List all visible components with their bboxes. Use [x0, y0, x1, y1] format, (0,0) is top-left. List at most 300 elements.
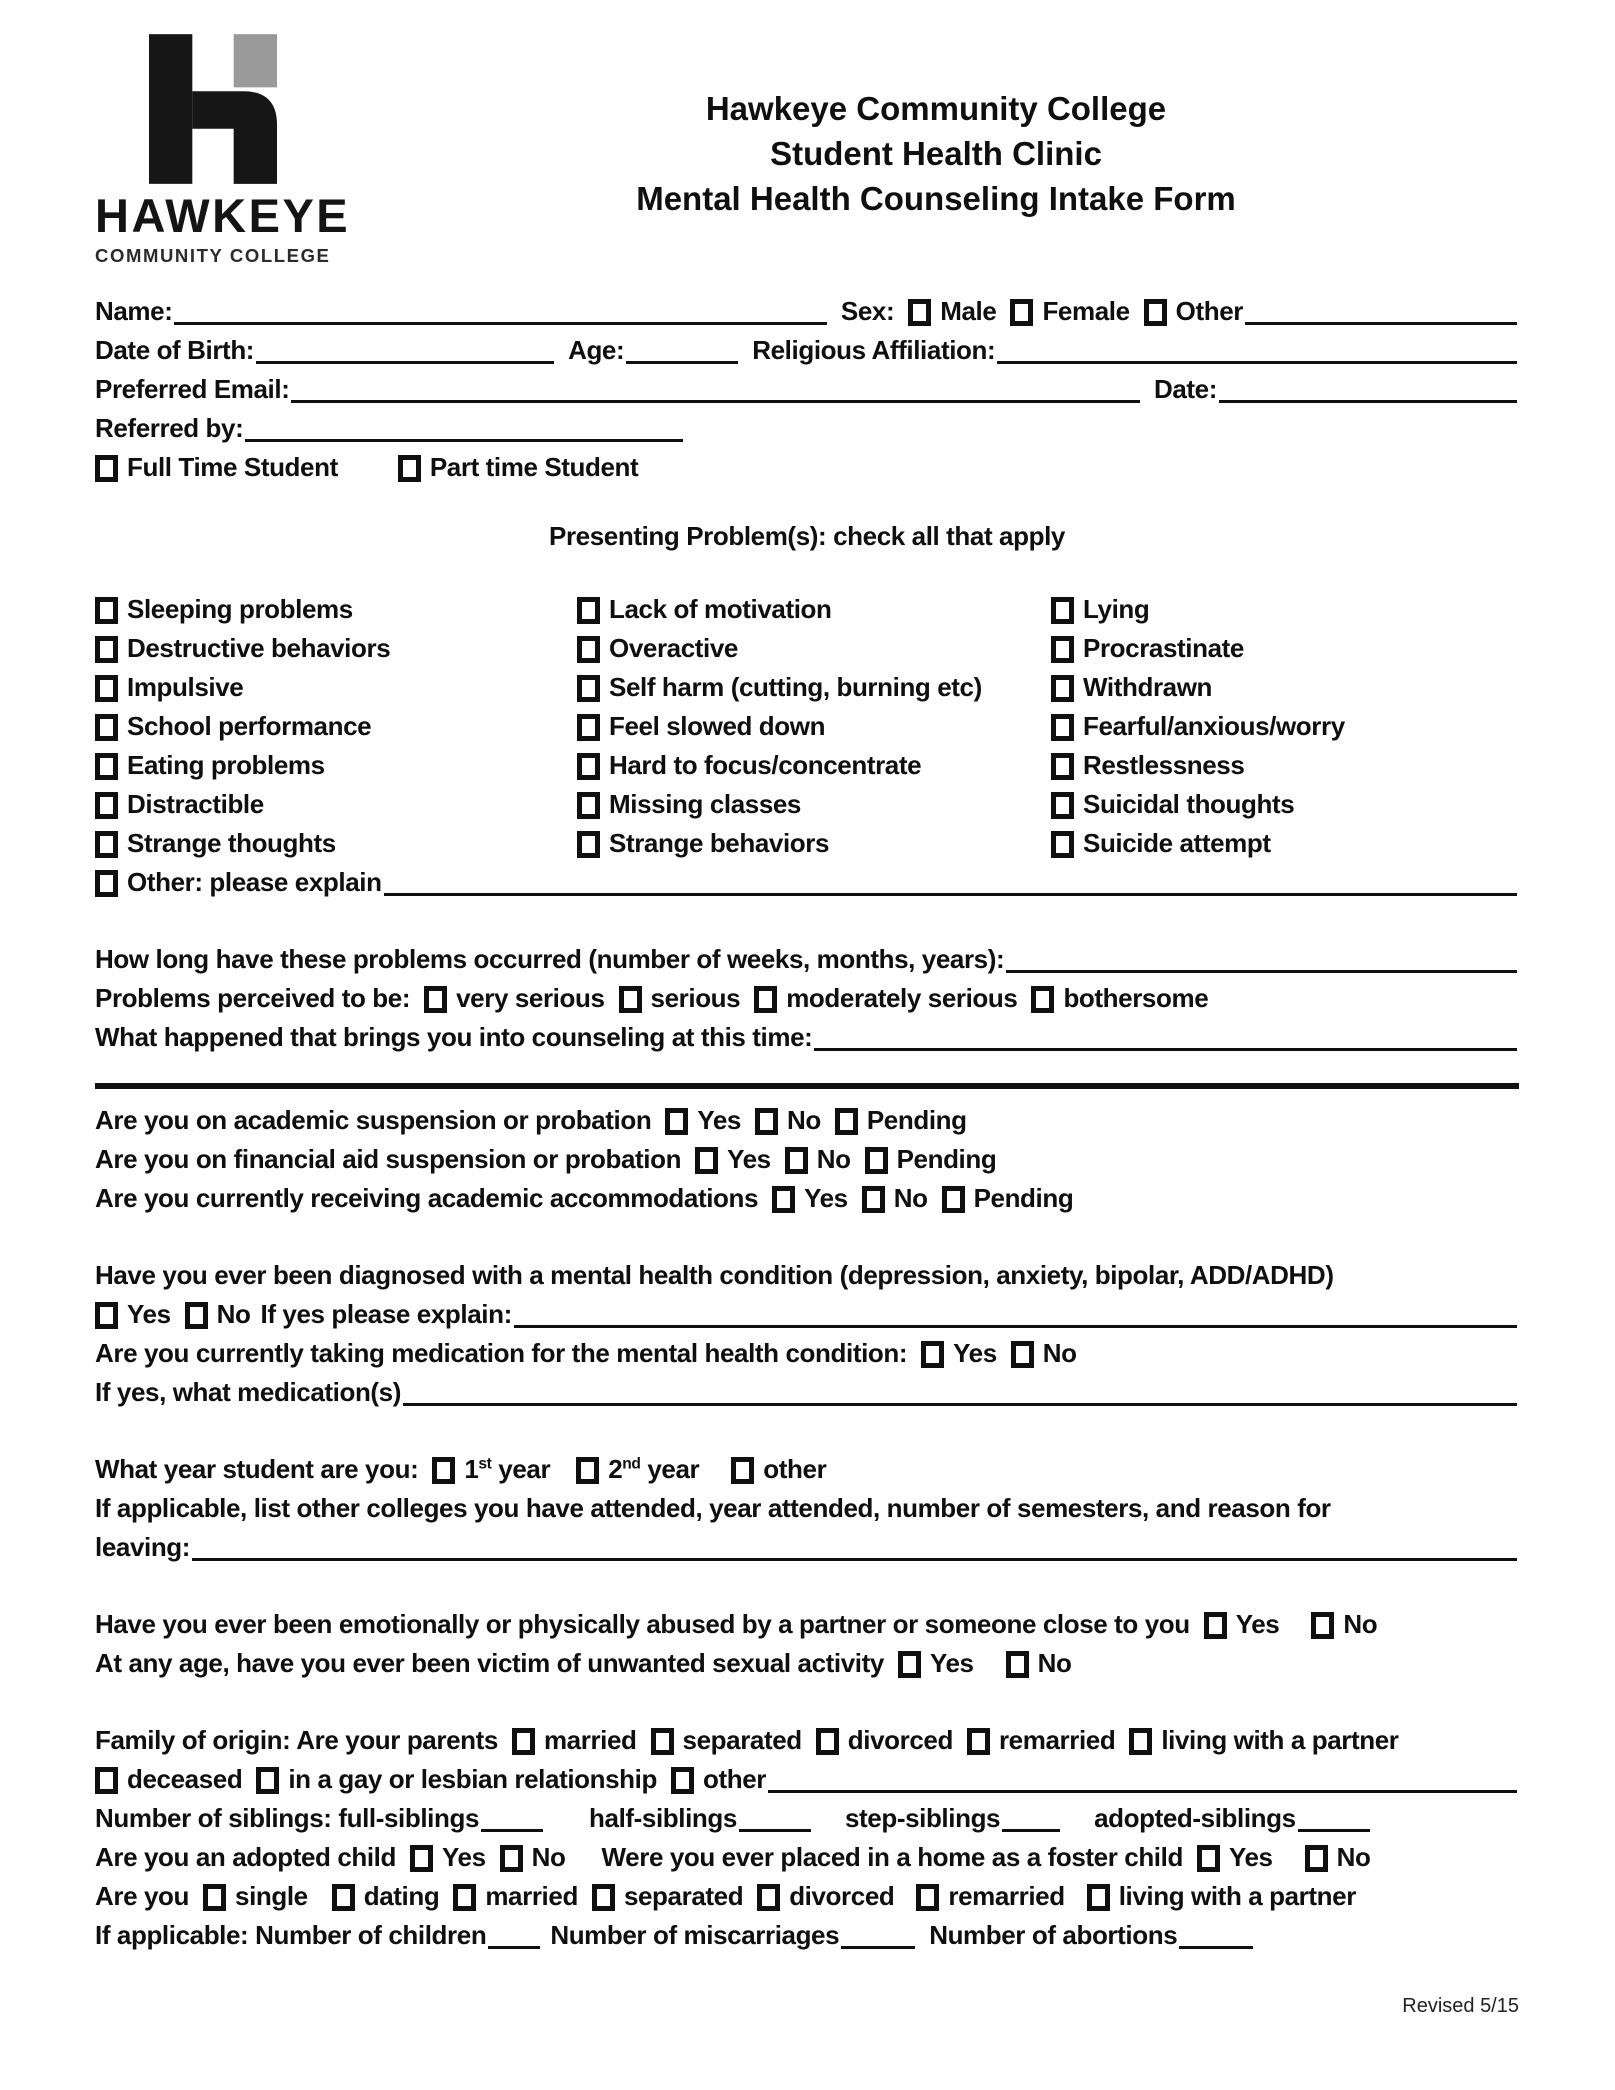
presenting-problems-heading-text: Presenting Problem(s): check all that apply [549, 521, 1065, 551]
checkbox-missing-classes[interactable] [577, 789, 801, 820]
checkbox-fearful-anxious-worry[interactable] [1051, 711, 1345, 742]
diagnosed-explain-row [95, 1295, 1519, 1334]
checkbox-abuse-yes[interactable] [1204, 1609, 1280, 1640]
checkbox-icon [942, 1186, 965, 1213]
checkbox-first-year[interactable] [432, 1454, 550, 1485]
checklist-item-hard-to-focus [577, 746, 1051, 785]
checkbox-label-marital-married: married [485, 1881, 578, 1911]
abuse-label: Have you ever been emotionally or physically abused by a partner or someone close to you [95, 1609, 1190, 1639]
leaving-input[interactable] [192, 1528, 1517, 1561]
checklist-item-strange-behaviors [577, 824, 1051, 863]
checkbox-label-diagnosed-yes: Yes [127, 1299, 171, 1329]
checkbox-accommodations-yes[interactable] [772, 1183, 848, 1214]
checkbox-icon [1051, 753, 1074, 780]
checkbox-icon [757, 1884, 780, 1911]
checkbox-school-performance[interactable] [95, 711, 371, 742]
dob-label: Date of Birth: [95, 335, 255, 365]
miscarriages-label: Number of miscarriages [550, 1920, 840, 1950]
diagnosed-explain-label: If yes please explain: [260, 1299, 512, 1329]
title-form-name: Mental Health Counseling Intake Form [636, 180, 1236, 217]
checkbox-adopted-child-yes[interactable] [410, 1842, 486, 1873]
date-input[interactable] [1219, 370, 1517, 403]
checklist-item-sleeping-problems [95, 590, 577, 629]
religious-affiliation-input[interactable] [997, 331, 1517, 364]
checklist-item-withdrawn [1051, 668, 1519, 707]
checkbox-label-part-time-student: Part time Student [429, 452, 639, 482]
abuse-row [95, 1605, 1519, 1644]
checkbox-distractible[interactable] [95, 789, 264, 820]
checkbox-eating-problems[interactable] [95, 750, 325, 781]
checkbox-financial-aid-pending[interactable] [865, 1144, 997, 1175]
checklist-column-1 [95, 590, 577, 863]
name-sex-row [95, 292, 1519, 331]
checkbox-label-school-performance: School performance [127, 711, 372, 741]
accommodations-label: Are you currently receiving academic accommodations [95, 1183, 759, 1213]
foster-child-label: Were you ever placed in a home as a foster child [601, 1842, 1183, 1872]
checkbox-lying[interactable] [1051, 594, 1149, 625]
hawkeye-h-logo-icon [149, 34, 277, 184]
checkbox-icon [1051, 636, 1074, 663]
checkbox-label-sex-female: Female [1042, 296, 1130, 326]
checkbox-label-strange-behaviors: Strange behaviors [609, 828, 830, 858]
dob-age-religion-row [95, 331, 1519, 370]
checkbox-icon [671, 1767, 694, 1794]
severity-label: Problems perceived to be: [95, 983, 411, 1013]
checkbox-label-procrastinate: Procrastinate [1083, 633, 1244, 663]
checkbox-icon [256, 1767, 279, 1794]
checklist-item-fearful-anxious-worry [1051, 707, 1519, 746]
checkbox-marital-married[interactable] [453, 1881, 578, 1912]
checkbox-parents-remarried[interactable] [967, 1725, 1115, 1756]
marital-status-row [95, 1877, 1519, 1916]
presenting-problems-checklist [95, 590, 1519, 863]
checklist-item-restlessness [1051, 746, 1519, 785]
other-problem-row [95, 863, 1519, 902]
checkbox-label-very-serious: very serious [456, 983, 605, 1013]
checkbox-icon [1144, 299, 1167, 326]
adopted-foster-row [95, 1838, 1519, 1877]
checkbox-academic-suspension-no[interactable] [755, 1105, 821, 1136]
name-label: Name: [95, 296, 173, 326]
checkbox-label-parents-gay-lesbian-relationship: in a gay or lesbian relationship [288, 1764, 657, 1794]
other-problem-input[interactable] [384, 863, 1517, 896]
checkbox-financial-aid-no[interactable] [785, 1144, 851, 1175]
checkbox-icon [95, 831, 118, 858]
checkbox-icon [203, 1884, 226, 1911]
checkbox-icon [921, 1341, 944, 1368]
checkbox-sex-female[interactable] [1010, 296, 1129, 327]
checkbox-suicidal-thoughts[interactable] [1051, 789, 1294, 820]
checkbox-label-adopted-child-yes: Yes [442, 1842, 486, 1872]
checkbox-icon [1051, 831, 1074, 858]
section-divider [95, 1083, 1519, 1089]
checkbox-label-abuse-yes: Yes [1235, 1609, 1280, 1639]
duration-label: How long have these problems occurred (number of weeks, months, years): [95, 944, 1005, 974]
checkbox-icon [500, 1845, 523, 1872]
checkbox-icon [592, 1884, 615, 1911]
checkbox-icon [95, 597, 118, 624]
checkbox-icon [1011, 1341, 1034, 1368]
full-siblings-input[interactable] [481, 1799, 543, 1832]
checkbox-foster-child-no[interactable] [1305, 1842, 1371, 1873]
checkbox-diagnosed-yes[interactable] [95, 1299, 171, 1330]
checkbox-icon [785, 1147, 808, 1174]
checkbox-icon [1031, 986, 1054, 1013]
checkbox-icon [1051, 675, 1074, 702]
checkbox-sleeping-problems[interactable] [95, 594, 353, 625]
checkbox-icon [1051, 792, 1074, 819]
name-input[interactable] [174, 292, 826, 325]
checkbox-label-feel-slowed-down: Feel slowed down [609, 711, 826, 741]
checkbox-label-sex-other: Other [1175, 296, 1243, 326]
parents-status-row [95, 1721, 1519, 1760]
checkbox-icon [576, 1457, 599, 1484]
checkbox-label-marital-single: single [235, 1881, 308, 1911]
siblings-row [95, 1799, 1519, 1838]
referred-by-input[interactable] [245, 409, 683, 442]
checkbox-accommodations-no[interactable] [862, 1183, 928, 1214]
checklist-item-missing-classes [577, 785, 1051, 824]
checkbox-financial-aid-yes[interactable] [695, 1144, 771, 1175]
checkbox-label-missing-classes: Missing classes [609, 789, 801, 819]
checkbox-icon [862, 1186, 885, 1213]
counseling-reason-input[interactable] [814, 1018, 1517, 1051]
checkbox-marital-single[interactable] [203, 1881, 308, 1912]
abortions-input[interactable] [1179, 1916, 1253, 1949]
checkbox-icon [185, 1302, 208, 1329]
checkbox-icon [1305, 1845, 1328, 1872]
preferred-email-label: Preferred Email: [95, 374, 290, 404]
checkbox-procrastinate[interactable] [1051, 633, 1244, 664]
checklist-item-procrastinate [1051, 629, 1519, 668]
checkbox-icon [1311, 1612, 1334, 1639]
checkbox-sex-other[interactable] [1144, 296, 1243, 327]
leaving-row [95, 1528, 1519, 1567]
checkbox-abuse-no[interactable] [1311, 1609, 1377, 1640]
checkbox-icon [772, 1186, 795, 1213]
checklist-item-suicide-attempt [1051, 824, 1519, 863]
checkbox-sexual-activity-no[interactable] [1006, 1648, 1072, 1679]
checkbox-label-diagnosed-no: No [216, 1299, 251, 1329]
checkbox-bothersome[interactable] [1031, 983, 1208, 1014]
checkbox-label-eating-problems: Eating problems [127, 750, 325, 780]
checkbox-label-accommodations-no: No [893, 1183, 928, 1213]
checkbox-self-harm[interactable] [577, 672, 982, 703]
age-label: Age: [568, 335, 625, 365]
checkbox-label-first-year: 1st year [464, 1454, 551, 1484]
checkbox-label-parents-other: other [702, 1764, 766, 1794]
checkbox-restlessness[interactable] [1051, 750, 1244, 781]
checkbox-icon [665, 1108, 688, 1135]
checkbox-feel-slowed-down[interactable] [577, 711, 825, 742]
checkbox-label-marital-divorced: divorced [789, 1881, 895, 1911]
checkbox-icon [816, 1728, 839, 1755]
half-siblings-input[interactable] [739, 1799, 811, 1832]
checkbox-icon [755, 1108, 778, 1135]
age-input[interactable] [626, 331, 738, 364]
checkbox-icon [695, 1147, 718, 1174]
step-siblings-label: step-siblings [844, 1803, 1001, 1833]
dob-input[interactable] [256, 331, 554, 364]
title-clinic-name: Student Health Clinic [770, 135, 1102, 172]
checklist-column-3 [1051, 590, 1519, 863]
medication-list-input[interactable] [403, 1373, 1517, 1406]
other-colleges-row [95, 1489, 1519, 1528]
checklist-item-self-harm [577, 668, 1051, 707]
checkbox-foster-child-yes[interactable] [1197, 1842, 1273, 1873]
academic-suspension-label: Are you on academic suspension or probation [95, 1105, 652, 1135]
checkbox-marital-divorced[interactable] [757, 1881, 894, 1912]
checkbox-label-suicidal-thoughts: Suicidal thoughts [1083, 789, 1295, 819]
checkbox-label-self-harm: Self harm (cutting, burning etc) [609, 672, 982, 702]
title-college-name: Hawkeye Community College [705, 90, 1167, 127]
checkbox-label-suicide-attempt: Suicide attempt [1083, 828, 1271, 858]
form-title-block [353, 34, 1519, 282]
checkbox-icon [95, 675, 118, 702]
checkbox-serious[interactable] [619, 983, 741, 1014]
adopted-siblings-input[interactable] [1298, 1799, 1370, 1832]
sex-other-input[interactable] [1245, 292, 1517, 325]
checkbox-label-sleeping-problems: Sleeping problems [127, 594, 353, 624]
referred-by-row [95, 409, 1519, 448]
checkbox-icon [95, 714, 118, 741]
preferred-email-input[interactable] [291, 370, 1140, 403]
checkbox-label-overactive: Overactive [609, 633, 738, 663]
checkbox-icon [898, 1651, 921, 1678]
checkbox-parents-separated[interactable] [651, 1725, 802, 1756]
religious-affiliation-label: Religious Affiliation: [752, 335, 996, 365]
checkbox-icon [865, 1147, 888, 1174]
presenting-problems-heading [95, 517, 1519, 556]
financial-aid-label: Are you on financial aid suspension or probation [95, 1144, 682, 1174]
checkbox-label-parents-separated: separated [682, 1725, 802, 1755]
unwanted-sexual-activity-row [95, 1644, 1519, 1683]
checkbox-icon [1006, 1651, 1029, 1678]
checkbox-label-foster-child-yes: Yes [1228, 1842, 1273, 1872]
checkbox-label-parents-remarried: remarried [998, 1725, 1116, 1755]
checkbox-adopted-child-no[interactable] [500, 1842, 566, 1873]
vertical-spacer [95, 487, 1519, 517]
form-header [95, 34, 1519, 282]
checkbox-accommodations-pending[interactable] [942, 1183, 1074, 1214]
vertical-spacer [95, 556, 1519, 590]
checkbox-other-year[interactable] [731, 1454, 826, 1485]
checkbox-sex-male[interactable] [908, 296, 996, 327]
checkbox-second-year[interactable] [576, 1454, 699, 1485]
checkbox-icon [332, 1884, 355, 1911]
checkbox-label-lying: Lying [1083, 594, 1150, 624]
diagnosed-explain-input[interactable] [514, 1295, 1517, 1328]
children-label: If applicable: Number of children [95, 1920, 487, 1950]
checkbox-marital-remarried[interactable] [916, 1881, 1064, 1912]
checkbox-icon [1197, 1845, 1220, 1872]
checkbox-parents-gay-lesbian-relationship[interactable] [256, 1764, 657, 1795]
checkbox-label-strange-thoughts: Strange thoughts [127, 828, 336, 858]
checkbox-label-accommodations-yes: Yes [804, 1183, 848, 1213]
half-siblings-label: half-siblings [589, 1803, 737, 1833]
marital-status-label: Are you [95, 1881, 190, 1911]
checkbox-label-medication-no: No [1042, 1338, 1077, 1368]
checkbox-icon [95, 792, 118, 819]
family-of-origin-label: Family of origin: Are your parents [95, 1725, 498, 1755]
checkbox-parents-deceased[interactable] [95, 1764, 242, 1795]
checkbox-moderately-serious[interactable] [754, 983, 1017, 1014]
leaving-label: leaving: [95, 1532, 191, 1562]
checkbox-icon [731, 1457, 754, 1484]
sex-label: Sex: [840, 296, 895, 326]
checkbox-icon [95, 870, 118, 897]
checkbox-label-foster-child-no: No [1336, 1842, 1371, 1872]
duration-row [95, 940, 1519, 979]
unwanted-sexual-activity-label: At any age, have you ever been victim of unwanted sexual activity [95, 1648, 884, 1678]
medication-list-label: If yes, what medication(s) [95, 1377, 402, 1407]
adopted-siblings-label: adopted-siblings [1094, 1803, 1296, 1833]
checkbox-parents-living-with-partner[interactable] [1129, 1725, 1398, 1756]
checkbox-marital-living-with-partner[interactable] [1087, 1881, 1356, 1912]
hawkeye-logo [95, 34, 353, 282]
academic-suspension-row [95, 1101, 1519, 1140]
checkbox-label-destructive-behaviors: Destructive behaviors [127, 633, 391, 663]
checklist-item-school-performance [95, 707, 577, 746]
checklist-item-suicidal-thoughts [1051, 785, 1519, 824]
checkbox-icon [916, 1884, 939, 1911]
checkbox-destructive-behaviors[interactable] [95, 633, 390, 664]
checkbox-label-lack-of-motivation: Lack of motivation [609, 594, 832, 624]
checkbox-label-medication-yes: Yes [953, 1338, 997, 1368]
duration-input[interactable] [1006, 940, 1517, 973]
parents-other-input[interactable] [768, 1760, 1517, 1793]
checkbox-label-financial-aid-no: No [816, 1144, 851, 1174]
checkbox-label-restlessness: Restlessness [1083, 750, 1245, 780]
checkbox-icon [619, 986, 642, 1013]
vertical-spacer [95, 1218, 1519, 1256]
checkbox-parents-other[interactable] [671, 1764, 766, 1795]
checklist-item-eating-problems [95, 746, 577, 785]
checkbox-icon [577, 792, 600, 819]
checkbox-very-serious[interactable] [424, 983, 604, 1014]
vertical-spacer [95, 902, 1519, 940]
checkbox-icon [577, 714, 600, 741]
checkbox-overactive[interactable] [577, 633, 738, 664]
full-siblings-label: Number of siblings: full-siblings [95, 1803, 480, 1833]
checkbox-icon [577, 753, 600, 780]
checkbox-label-parents-divorced: divorced [847, 1725, 953, 1755]
checkbox-academic-suspension-pending[interactable] [835, 1105, 967, 1136]
checklist-item-destructive-behaviors [95, 629, 577, 668]
checkbox-label-sexual-activity-no: No [1037, 1648, 1072, 1678]
children-row [95, 1916, 1519, 1955]
checkbox-label-marital-living-with-partner: living with a partner [1118, 1881, 1356, 1911]
date-label: Date: [1153, 374, 1217, 404]
checkbox-suicide-attempt[interactable] [1051, 828, 1271, 859]
checkbox-parents-married[interactable] [512, 1725, 637, 1756]
financial-aid-row [95, 1140, 1519, 1179]
vertical-spacer [95, 1412, 1519, 1450]
checkbox-icon [424, 986, 447, 1013]
checkbox-label-fearful-anxious-worry: Fearful/anxious/worry [1083, 711, 1345, 741]
accommodations-row [95, 1179, 1519, 1218]
miscarriages-input[interactable] [841, 1916, 915, 1949]
checkbox-medication-yes[interactable] [921, 1338, 997, 1369]
step-siblings-input[interactable] [1002, 1799, 1060, 1832]
abortions-label: Number of abortions [929, 1920, 1178, 1950]
checkbox-diagnosed-no[interactable] [185, 1299, 251, 1330]
checkbox-medication-no[interactable] [1011, 1338, 1077, 1369]
checklist-column-2 [577, 590, 1051, 863]
checkbox-icon [1051, 597, 1074, 624]
checkbox-icon [577, 675, 600, 702]
diagnosed-label: Have you ever been diagnosed with a mental health condition (depression, anxiety, bipolar, ADD/ADHD) [95, 1260, 1334, 1290]
checkbox-other-problem[interactable] [95, 867, 382, 898]
checkbox-icon [512, 1728, 535, 1755]
checkbox-label-marital-dating: dating [363, 1881, 440, 1911]
diagnosed-row [95, 1256, 1519, 1295]
checkbox-icon [432, 1457, 455, 1484]
checkbox-icon [95, 1302, 118, 1329]
checkbox-withdrawn[interactable] [1051, 672, 1212, 703]
logo-subtext: COMMUNITY COLLEGE [95, 245, 331, 266]
checkbox-strange-behaviors[interactable] [577, 828, 829, 859]
checkbox-icon [754, 986, 777, 1013]
checklist-item-feel-slowed-down [577, 707, 1051, 746]
counseling-reason-label: What happened that brings you into counseling at this time: [95, 1022, 813, 1052]
checkbox-lack-of-motivation[interactable] [577, 594, 832, 625]
checkbox-academic-suspension-yes[interactable] [665, 1105, 741, 1136]
checkbox-label-other-year: other [763, 1454, 827, 1484]
checkbox-label-academic-suspension-no: No [787, 1105, 821, 1135]
checkbox-label-second-year: 2nd year [608, 1454, 700, 1484]
checklist-item-overactive [577, 629, 1051, 668]
checkbox-icon [95, 636, 118, 663]
checkbox-icon [577, 636, 600, 663]
adopted-child-label: Are you an adopted child [95, 1842, 396, 1872]
checkbox-strange-thoughts[interactable] [95, 828, 336, 859]
checkbox-label-withdrawn: Withdrawn [1083, 672, 1213, 702]
medication-label: Are you currently taking medication for the mental health condition: [95, 1338, 908, 1368]
checkbox-hard-to-focus[interactable] [577, 750, 921, 781]
checkbox-icon [835, 1108, 858, 1135]
checkbox-label-marital-separated: separated [623, 1881, 744, 1911]
form-footer [95, 1995, 1519, 2018]
vertical-spacer [95, 1567, 1519, 1605]
checkbox-marital-separated[interactable] [592, 1881, 743, 1912]
checkbox-icon [577, 597, 600, 624]
checkbox-label-financial-aid-yes: Yes [727, 1144, 771, 1174]
checkbox-impulsive[interactable] [95, 672, 243, 703]
checkbox-icon [577, 831, 600, 858]
checkbox-label-abuse-no: No [1343, 1609, 1378, 1639]
checkbox-parents-divorced[interactable] [816, 1725, 953, 1756]
checkbox-label-parents-married: married [543, 1725, 637, 1755]
checkbox-label-parents-deceased: deceased [127, 1764, 243, 1794]
checklist-item-lying [1051, 590, 1519, 629]
checkbox-full-time-student[interactable] [95, 452, 338, 483]
checkbox-sexual-activity-yes[interactable] [898, 1648, 974, 1679]
checkbox-label-distractible: Distractible [127, 789, 264, 819]
checkbox-label-financial-aid-pending: Pending [896, 1144, 997, 1174]
checkbox-icon [95, 753, 118, 780]
form-body [95, 292, 1519, 1955]
student-year-row [95, 1450, 1519, 1489]
children-input[interactable] [488, 1916, 540, 1949]
checkbox-label-adopted-child-no: No [531, 1842, 566, 1872]
other-colleges-label: If applicable, list other colleges you have attended, year attended, number of semesters, and reason for [95, 1493, 1331, 1523]
checkbox-icon [651, 1728, 674, 1755]
checkbox-icon [1051, 714, 1074, 741]
checkbox-marital-dating[interactable] [332, 1881, 440, 1912]
checkbox-part-time-student[interactable] [398, 452, 638, 483]
checkbox-icon [1087, 1884, 1110, 1911]
